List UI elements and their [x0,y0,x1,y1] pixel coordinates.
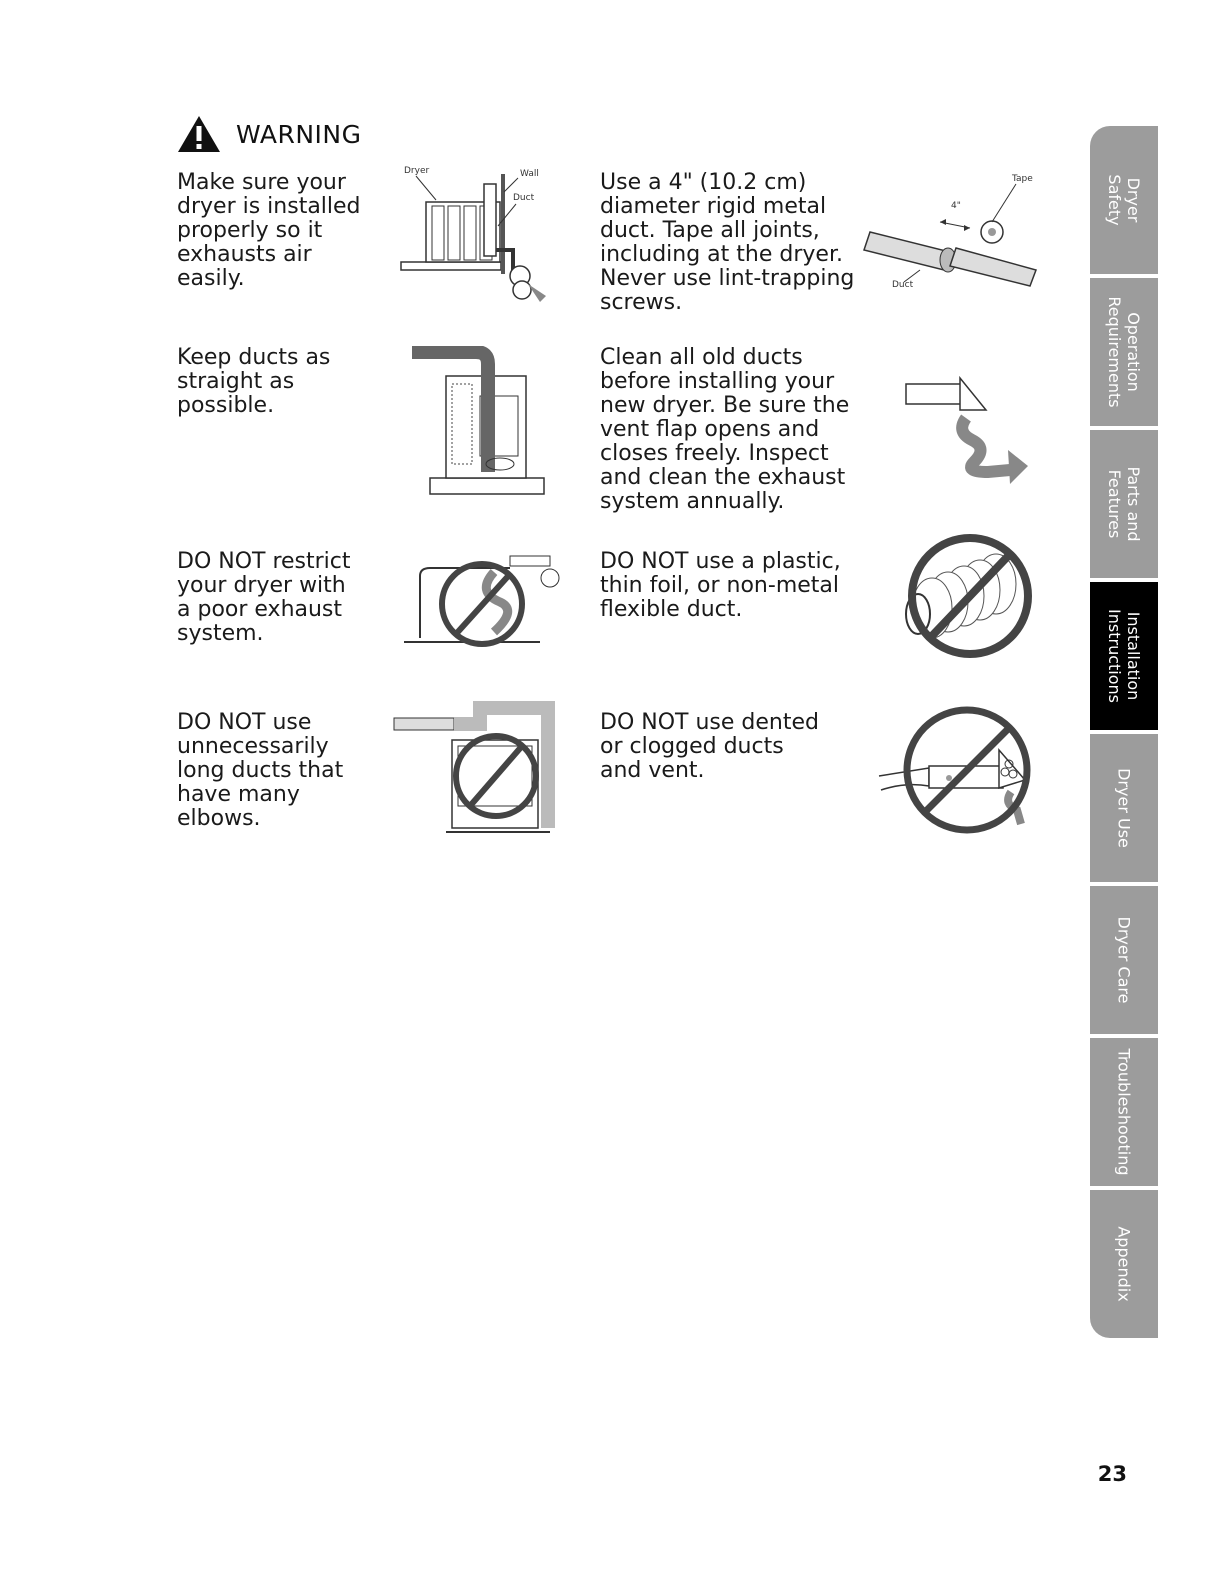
instruction-dented-ducts: DO NOT use dented or clogged ducts and vent. [600,710,819,783]
tab-label: Dryer Safety [1105,174,1143,226]
tab-label: Parts and Features [1105,466,1143,542]
warning-title: WARNING [236,119,362,149]
tab-label: Appendix [1114,1226,1134,1302]
section-tabs [1090,126,1160,1338]
dryer-duct-wall-figure [398,164,558,304]
tab-parts-and-features[interactable] [1090,430,1158,580]
tab-appendix[interactable] [1090,1190,1158,1338]
instruction-straight-ducts: Keep ducts as straight as possible. [177,345,331,418]
vent-flap-figure [900,370,1040,490]
page-number: 23 [1097,1462,1127,1486]
dryer-label: Dryer [404,166,430,176]
warning-triangle-icon [176,114,222,154]
tab-installation-instructions[interactable] [1090,582,1158,732]
warning-header [176,112,361,156]
vent-flap-illustration [900,370,1040,490]
restricted-exhaust-illustration [400,548,565,648]
tape-label: Tape [1012,174,1033,184]
duct-label-2: Duct [892,280,914,290]
instruction-long-ducts: DO NOT use unnecessarily long ducts that have many elbows. [177,710,344,831]
tab-label: Troubleshooting [1114,1048,1134,1176]
instruction-no-plastic-duct: DO NOT use a plastic, thin foil, or non-metal flexible duct. [600,549,841,622]
four-inch-label: 4" [951,201,961,211]
dented-duct-illustration [875,700,1040,840]
tab-label: Operation Requirements [1105,296,1143,408]
tab-operation-requirements[interactable] [1090,278,1158,428]
instruction-install-properly: Make sure your dryer is installed properly so it exhausts air easily. [177,170,361,291]
tab-troubleshooting[interactable] [1090,1038,1158,1188]
instruction-clean-old-ducts: Clean all old ducts before installing your new dryer. Be sure the vent flap opens and closes freely. Inspect and clean the exhaust system annually. [600,345,850,514]
no-plastic-duct-illustration [900,530,1040,665]
taped-duct-figure [860,170,1050,300]
tab-label: Installation Instructions [1105,609,1143,703]
straight-duct-figure [400,346,550,501]
restricted-exhaust-figure [400,548,565,648]
dryer-wall-illustration [398,164,558,304]
duct-label: Duct [513,193,535,203]
taped-duct-illustration [860,170,1050,300]
long-ducts-figure [390,700,560,840]
tab-label: Dryer Care [1114,916,1134,1004]
dented-duct-figure [875,700,1040,840]
long-ducts-illustration [390,700,560,840]
tab-dryer-use[interactable] [1090,734,1158,884]
tab-dryer-care[interactable] [1090,886,1158,1036]
straight-duct-illustration [400,346,550,501]
tab-dryer-safety[interactable] [1090,126,1158,276]
tab-label: Dryer Use [1114,768,1134,848]
instruction-rigid-metal-duct: Use a 4" (10.2 cm) diameter rigid metal duct. Tape all joints, including at the dryer. Never use lint-trapping screws. [600,170,855,315]
instruction-restrict-exhaust: DO NOT restrict your dryer with a poor exhaust system. [177,549,351,646]
no-plastic-duct-figure [900,530,1040,665]
wall-label: Wall [520,169,539,179]
